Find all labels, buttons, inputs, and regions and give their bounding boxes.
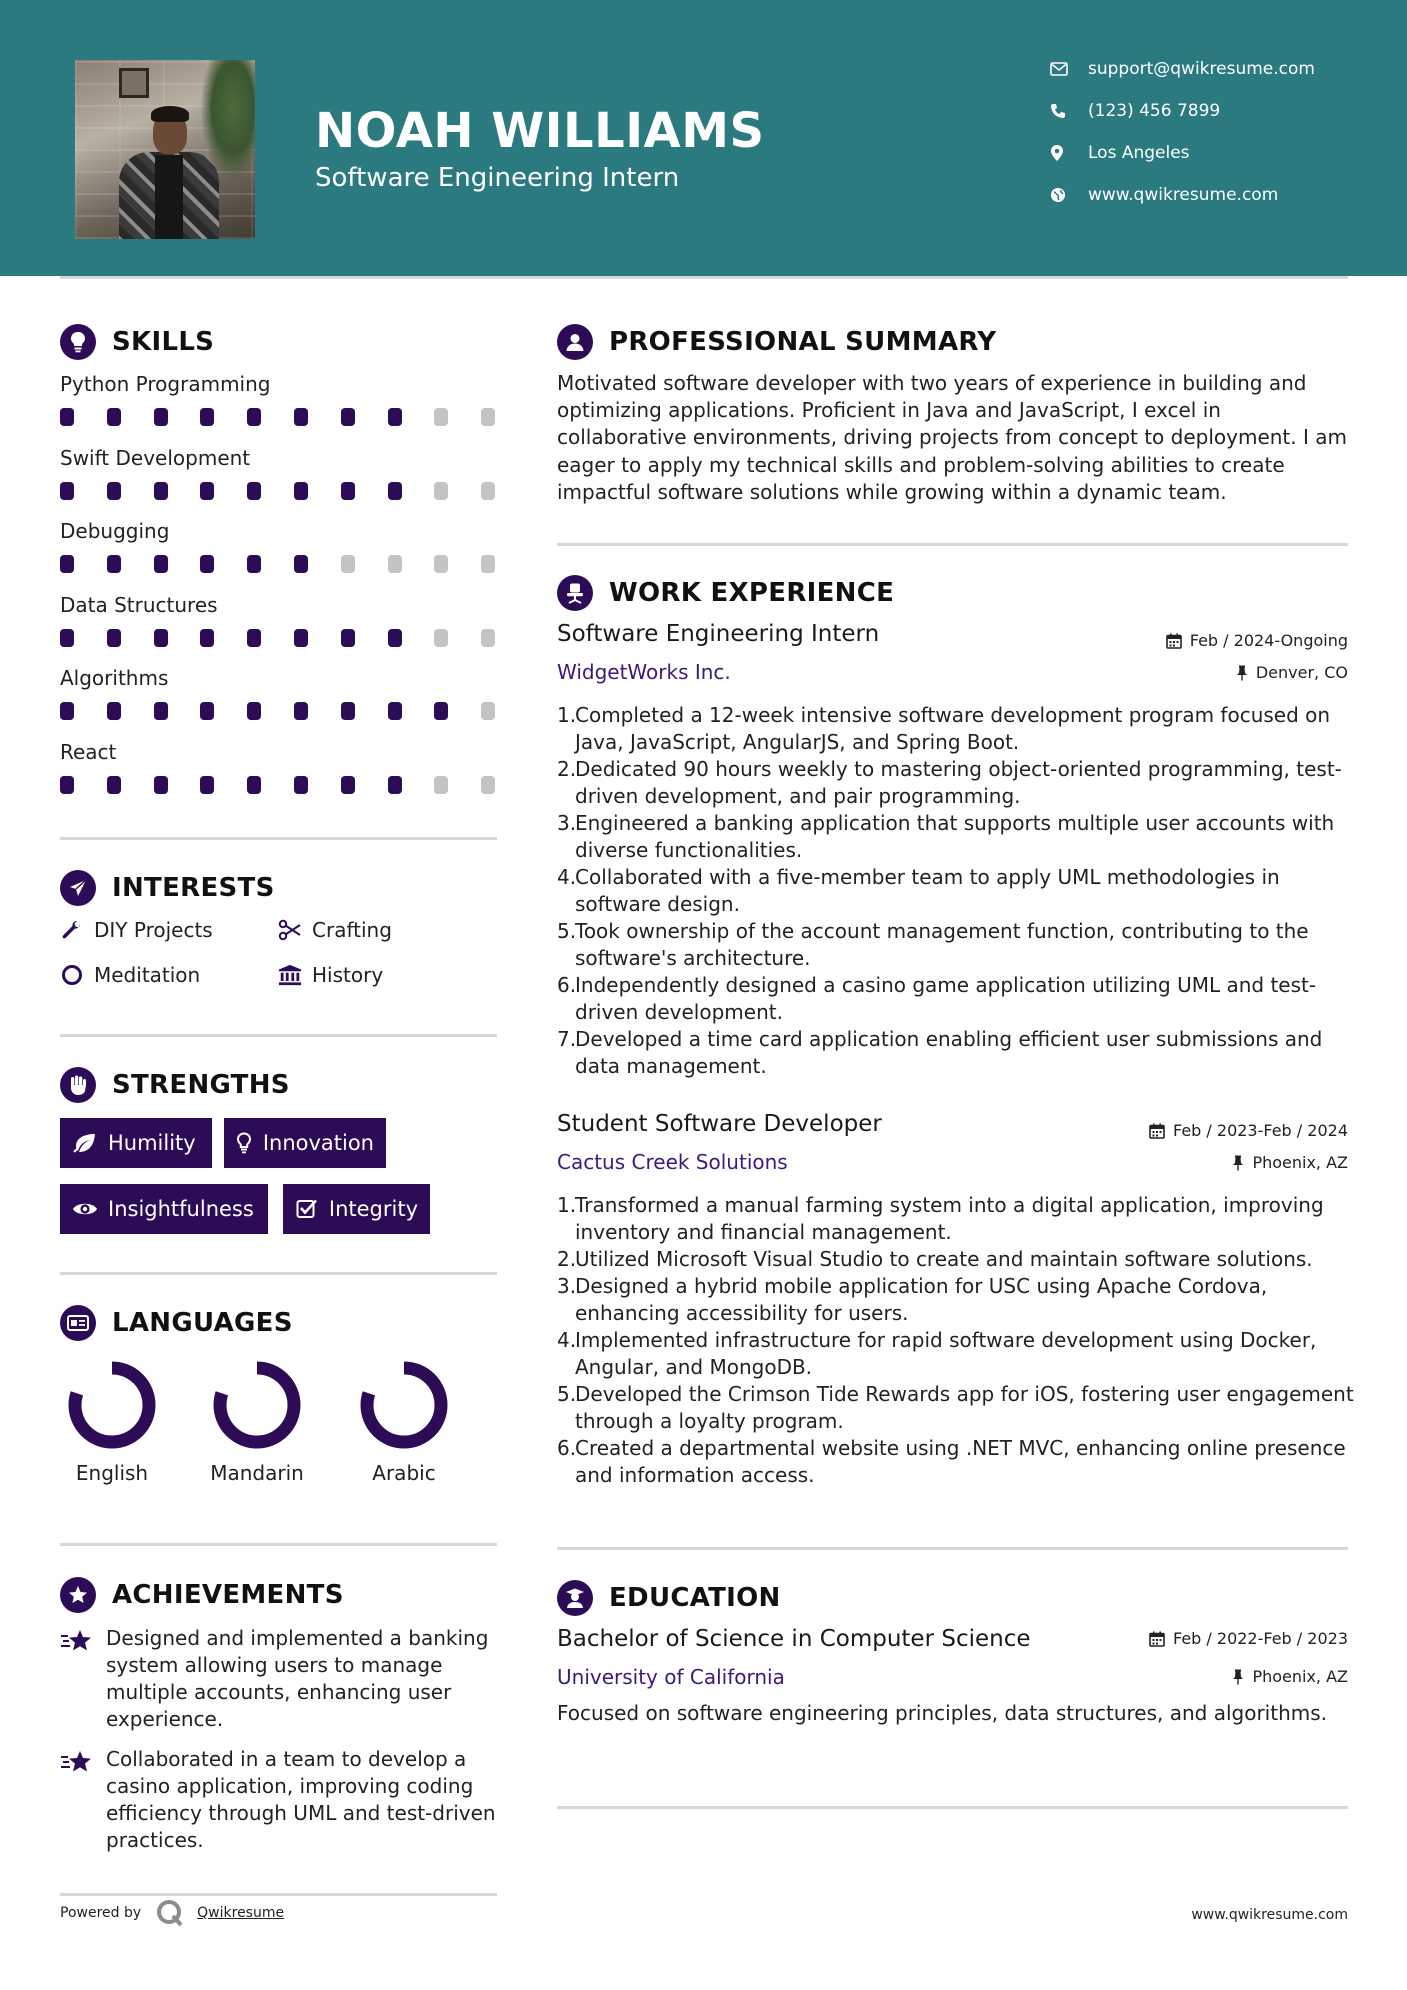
skill-dot-empty xyxy=(481,629,495,647)
skill-dot-filled xyxy=(107,776,121,794)
duty-number: 4. xyxy=(557,1328,577,1352)
duty-number: 1. xyxy=(557,1193,577,1217)
summary-section-title: PROFESSIONAL SUMMARY xyxy=(557,324,996,360)
language-gauge-arc xyxy=(367,1368,441,1442)
skill-dot-filled xyxy=(154,408,168,426)
skill-dot-empty xyxy=(434,776,448,794)
skill-dot-filled xyxy=(200,776,214,794)
skill-dot-empty xyxy=(341,555,355,573)
duty-item xyxy=(557,1273,1357,1327)
scissors-icon xyxy=(278,918,302,942)
skill-dot-filled xyxy=(388,776,402,794)
circle-icon xyxy=(60,963,84,987)
skill-name: React xyxy=(60,739,117,764)
skill-name: Debugging xyxy=(60,519,170,543)
skill-level-dots xyxy=(60,408,500,426)
language-gauge-arc xyxy=(75,1368,149,1442)
skill-dot-empty xyxy=(388,555,402,573)
globe-icon xyxy=(1050,187,1080,203)
skill-dot-filled xyxy=(388,702,402,720)
company-name: WidgetWorks Inc. xyxy=(557,660,731,684)
shooting-star-icon xyxy=(60,1746,94,1854)
achievement-item: Designed and implemented a banking system allowing users to manage multiple accounts, enhancing user experience. xyxy=(60,1625,506,1733)
job-location: Phoenix, AZ xyxy=(1232,1153,1348,1172)
candidate-role: Software Engineering Intern xyxy=(315,163,680,193)
duty-text: Collaborated with a five-member team to apply UML methodologies in software design. xyxy=(575,865,1280,916)
pushpin-icon xyxy=(1236,665,1248,681)
language-gauge xyxy=(207,1355,307,1459)
leaf-icon xyxy=(72,1130,98,1156)
interest-item: Crafting xyxy=(278,918,392,942)
skill-dot-filled xyxy=(388,629,402,647)
duty-text: Completed a 12-week intensive software development program focused on Java, JavaScript, AngularJS, and Spring Boot. xyxy=(575,703,1331,754)
education-divider xyxy=(557,1806,1348,1809)
footer-powered-by: Powered by Qwikresume xyxy=(60,1898,284,1928)
candidate-name: NOAH WILLIAMS xyxy=(315,103,765,159)
language-label: Mandarin xyxy=(210,1461,304,1485)
duty-text: Independently designed a casino game application utilizing UML and test-driven development. xyxy=(575,973,1317,1024)
duty-text: Utilized Microsoft Visual Studio to create and maintain software solutions. xyxy=(575,1247,1313,1271)
fist-icon xyxy=(60,1067,96,1103)
skill-dot-filled xyxy=(107,482,121,500)
duty-number: 5. xyxy=(557,919,577,943)
skill-dot-filled xyxy=(200,629,214,647)
interest-item: Meditation xyxy=(60,963,200,987)
skill-dot-filled xyxy=(247,776,261,794)
skill-dot-filled xyxy=(60,482,74,500)
contact-location xyxy=(1050,143,1190,163)
envelope-icon xyxy=(1050,62,1080,76)
lightbulb-icon xyxy=(236,1130,253,1156)
strength-tag: Innovation xyxy=(224,1118,386,1168)
phone-icon xyxy=(1050,103,1080,119)
id-card-icon xyxy=(60,1305,96,1341)
graduate-icon xyxy=(557,1580,593,1616)
contact-location-text: Los Angeles xyxy=(1088,143,1190,163)
skill-dot-filled xyxy=(341,408,355,426)
duty-item xyxy=(557,1435,1357,1489)
interests-section-title: INTERESTS xyxy=(60,870,275,906)
degree-title: Bachelor of Science in Computer Science xyxy=(557,1626,1031,1652)
duty-number: 5. xyxy=(557,1382,577,1406)
strengths-section-title: STRENGTHS xyxy=(60,1067,290,1103)
skill-dot-filled xyxy=(107,702,121,720)
skill-dot-empty xyxy=(434,408,448,426)
languages-divider xyxy=(60,1543,497,1546)
job-duties xyxy=(557,702,1357,1080)
duty-text: Transformed a manual farming system into a digital application, improving inventory and financial management. xyxy=(575,1193,1324,1244)
skill-dot-empty xyxy=(481,555,495,573)
wrench-icon xyxy=(60,918,84,942)
interest-item: DIY Projects xyxy=(60,918,213,942)
skill-dot-filled xyxy=(294,702,308,720)
skill-dot-filled xyxy=(60,702,74,720)
contact-phone-text: (123) 456 7899 xyxy=(1088,101,1221,121)
language-label: English xyxy=(75,1461,149,1485)
duty-text: Implemented infrastructure for rapid software development using Docker, Angular, and MongoDB. xyxy=(575,1328,1317,1379)
office-chair-icon xyxy=(557,575,593,611)
achievement-item: Collaborated in a team to develop a casino application, improving coding efficiency through UML and test-driven practices. xyxy=(60,1746,506,1854)
skill-name: Swift Development xyxy=(60,445,251,470)
contact-website-text: www.qwikresume.com xyxy=(1088,185,1279,205)
language-gauge-arc xyxy=(220,1368,294,1442)
qwikresume-logo-icon xyxy=(155,1898,185,1928)
strength-tag: Integrity xyxy=(283,1184,430,1234)
skill-name: Algorithms xyxy=(60,666,169,690)
pushpin-icon xyxy=(1232,1155,1244,1171)
duty-text: Developed the Crimson Tide Rewards app for iOS, fostering user engagement through a loyalty program. xyxy=(575,1382,1354,1433)
map-pin-icon xyxy=(1050,144,1080,162)
duty-item xyxy=(557,702,1357,756)
job-date: Feb / 2023-Feb / 2024 xyxy=(1149,1121,1348,1140)
skill-dot-filled xyxy=(60,629,74,647)
skill-name: Data Structures xyxy=(60,592,218,617)
bank-icon xyxy=(278,963,302,987)
lightbulb-icon xyxy=(60,324,96,360)
header-divider xyxy=(60,276,1348,279)
skill-dot-filled xyxy=(434,702,448,720)
skill-level-dots xyxy=(60,776,500,794)
skill-dot-filled xyxy=(341,629,355,647)
skill-dot-empty xyxy=(481,482,495,500)
skill-dot-filled xyxy=(294,408,308,426)
duty-item xyxy=(557,810,1357,864)
skill-dot-filled xyxy=(247,702,261,720)
education-location: Phoenix, AZ xyxy=(1232,1667,1348,1686)
skill-dot-filled xyxy=(107,408,121,426)
contact-email-text: support@qwikresume.com xyxy=(1088,59,1315,79)
skill-dot-filled xyxy=(154,482,168,500)
education-description: Focused on software engineering principles, data structures, and algorithms. xyxy=(557,1701,1327,1725)
profile-photo xyxy=(75,60,255,239)
skill-level-dots xyxy=(60,555,500,573)
contact-website[interactable] xyxy=(1050,185,1278,205)
skills-section-title: SKILLS xyxy=(60,324,214,360)
language-gauge xyxy=(62,1355,162,1459)
duty-item xyxy=(557,1246,1357,1273)
duty-number: 7. xyxy=(557,1027,577,1051)
duty-number: 6. xyxy=(557,1436,577,1460)
job-title: Student Software Developer xyxy=(557,1111,882,1137)
duty-number: 2. xyxy=(557,757,577,781)
skill-dot-filled xyxy=(200,702,214,720)
resume-header xyxy=(0,0,1407,276)
calendar-icon xyxy=(1149,1123,1165,1139)
skill-dot-filled xyxy=(154,555,168,573)
skill-dot-empty xyxy=(434,555,448,573)
skill-dot-filled xyxy=(154,776,168,794)
duty-number: 6. xyxy=(557,973,577,997)
duty-number: 2. xyxy=(557,1247,577,1271)
strength-tag: Insightfulness xyxy=(60,1184,268,1234)
skill-name: Python Programming xyxy=(60,372,271,396)
achievements-divider xyxy=(60,1893,497,1896)
language-gauge xyxy=(354,1355,454,1459)
skill-dot-filled xyxy=(107,555,121,573)
duty-number: 3. xyxy=(557,1274,577,1298)
contact-email[interactable] xyxy=(1050,59,1315,79)
duty-number: 1. xyxy=(557,703,577,727)
skill-dot-filled xyxy=(154,702,168,720)
school-name: University of California xyxy=(557,1665,785,1689)
duty-item xyxy=(557,1381,1357,1435)
skill-dot-filled xyxy=(60,408,74,426)
skill-dot-empty xyxy=(481,702,495,720)
job-date: Feb / 2024-Ongoing xyxy=(1166,631,1348,650)
duty-text: Created a departmental website using .NET MVC, enhancing online presence and information access. xyxy=(575,1436,1346,1487)
skill-dot-empty xyxy=(434,482,448,500)
language-label: Arabic xyxy=(372,1461,436,1485)
duty-text: Designed a hybrid mobile application for USC using Apache Cordova, enhancing accessibility for users. xyxy=(575,1274,1268,1325)
duty-text: Developed a time card application enabling efficient user submissions and data management. xyxy=(575,1027,1323,1078)
footer-website[interactable]: www.qwikresume.com xyxy=(1191,1907,1348,1923)
star-badge-icon xyxy=(60,1577,96,1613)
skill-dot-filled xyxy=(294,482,308,500)
duty-item xyxy=(557,972,1357,1026)
job-duties xyxy=(557,1192,1357,1489)
skill-dot-filled xyxy=(294,629,308,647)
duty-text: Took ownership of the account management function, contributing to the software's architecture. xyxy=(575,919,1309,970)
checkbox-icon xyxy=(295,1196,319,1222)
skill-dot-filled xyxy=(388,482,402,500)
duty-text: Engineered a banking application that supports multiple user accounts with diverse functionalities. xyxy=(575,811,1335,862)
calendar-icon xyxy=(1166,633,1182,649)
skill-dot-empty xyxy=(481,776,495,794)
skill-dot-filled xyxy=(200,482,214,500)
paper-plane-icon xyxy=(60,870,96,906)
skill-dot-filled xyxy=(247,408,261,426)
skill-dot-filled xyxy=(341,702,355,720)
skill-dot-filled xyxy=(247,629,261,647)
skill-dot-empty xyxy=(481,408,495,426)
duty-item xyxy=(557,1327,1357,1381)
skill-level-dots xyxy=(60,702,500,720)
duty-item xyxy=(557,918,1357,972)
duty-item xyxy=(557,1026,1357,1080)
interests-divider xyxy=(60,1034,497,1037)
skill-level-dots xyxy=(60,629,500,647)
qwikresume-link[interactable]: Qwikresume xyxy=(197,1905,285,1921)
strengths-divider xyxy=(60,1272,497,1275)
skill-dot-filled xyxy=(60,555,74,573)
summary-divider xyxy=(557,543,1348,546)
skill-dot-filled xyxy=(247,555,261,573)
education-date: Feb / 2022-Feb / 2023 xyxy=(1149,1629,1348,1648)
duty-number: 4. xyxy=(557,865,577,889)
duty-item xyxy=(557,864,1357,918)
shooting-star-icon xyxy=(60,1625,94,1733)
job-location: Denver, CO xyxy=(1236,663,1348,682)
experience-divider xyxy=(557,1547,1348,1550)
skill-dot-filled xyxy=(200,408,214,426)
interest-item: History xyxy=(278,963,383,987)
skill-dot-filled xyxy=(60,776,74,794)
duty-number: 3. xyxy=(557,811,577,835)
education-section-title: EDUCATION xyxy=(557,1580,781,1616)
skill-dot-filled xyxy=(107,629,121,647)
languages-section-title: LANGUAGES xyxy=(60,1305,293,1341)
skill-dot-filled xyxy=(388,408,402,426)
job-title: Software Engineering Intern xyxy=(557,621,880,647)
skills-divider xyxy=(60,837,497,840)
skill-dot-filled xyxy=(294,776,308,794)
achievements-section-title: ACHIEVEMENTS xyxy=(60,1577,344,1613)
strength-tag: Humility xyxy=(60,1118,212,1168)
skill-dot-filled xyxy=(247,482,261,500)
duty-item xyxy=(557,756,1357,810)
contact-phone[interactable] xyxy=(1050,101,1220,121)
company-name: Cactus Creek Solutions xyxy=(557,1150,788,1174)
skill-dot-filled xyxy=(200,555,214,573)
skill-dot-filled xyxy=(154,629,168,647)
calendar-icon xyxy=(1149,1631,1165,1647)
summary-text: Motivated software developer with two years of experience in building and optimizing applications. Proficient in Java and JavaScript, I excel in collaborative environments, driving projects from concept to deployment. I am eager to apply my technical skills and problem-solving abilities to create impactful software solutions while growing within a dynamic team. xyxy=(557,371,1347,504)
experience-section-title: WORK EXPERIENCE xyxy=(557,575,894,611)
skill-level-dots xyxy=(60,482,500,500)
user-icon xyxy=(557,324,593,360)
duty-text: Dedicated 90 hours weekly to mastering object-oriented programming, test-driven development, and pair programming. xyxy=(575,757,1342,808)
skill-dot-filled xyxy=(294,555,308,573)
skill-dot-empty xyxy=(434,629,448,647)
duty-item xyxy=(557,1192,1357,1246)
skill-dot-filled xyxy=(341,776,355,794)
skill-dot-filled xyxy=(341,482,355,500)
eye-icon xyxy=(72,1196,98,1222)
pushpin-icon xyxy=(1232,1669,1244,1685)
